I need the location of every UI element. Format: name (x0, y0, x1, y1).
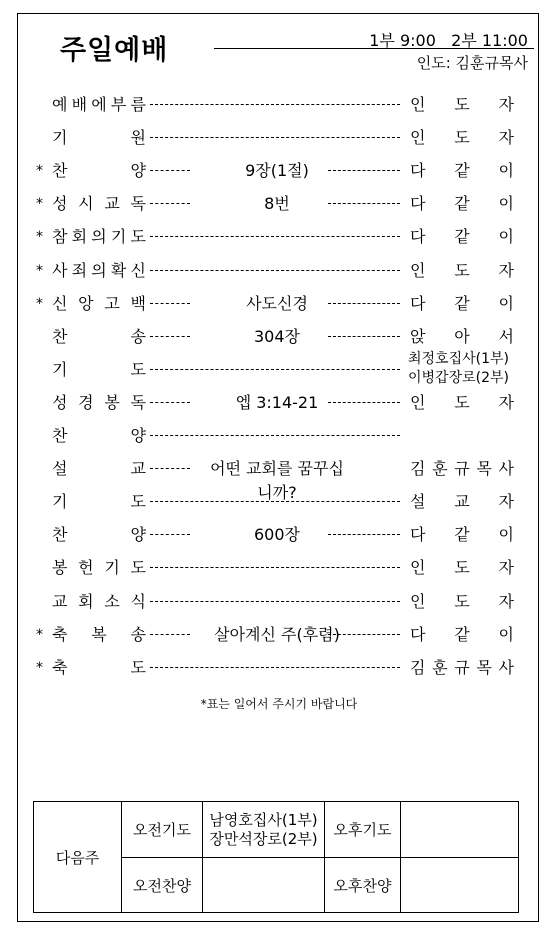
leader-dots (150, 104, 400, 105)
order-responsible: 다 같 이 (410, 294, 514, 313)
leader-dots (150, 236, 400, 237)
service-leader: 인도: 김훈규목사 (416, 54, 528, 72)
order-label: 찬 양 (52, 426, 146, 445)
order-responsible: 최정호집사(1부) 이병갑장로(2부) (408, 351, 509, 386)
order-row (0, 259, 558, 283)
order-label: 설 교 (52, 459, 146, 478)
order-row (0, 159, 558, 183)
leader-dots (150, 170, 190, 171)
order-detail: 600장 (254, 525, 300, 544)
order-label: 성 시 교 독 (52, 194, 146, 213)
leader-dots (150, 567, 400, 568)
order-responsible: 다 같 이 (410, 525, 514, 544)
standing-note: *표는 일어서 주시기 바랍니다 (200, 697, 358, 711)
order-responsible: 인 도 자 (410, 95, 514, 114)
standing-mark: * (36, 296, 43, 312)
standing-mark: * (36, 196, 43, 212)
order-row (0, 656, 558, 680)
order-label: 찬 양 (52, 161, 146, 180)
order-label: 참 회 의 기 도 (52, 227, 146, 246)
order-label: 축 도 (52, 658, 146, 677)
order-responsible: 다 같 이 (410, 625, 514, 644)
order-row (0, 126, 558, 150)
order-detail: 살아계신 주(후렴) (214, 625, 340, 644)
order-responsible: 인 도 자 (410, 558, 514, 577)
standing-mark: * (36, 660, 43, 676)
order-row (0, 590, 558, 614)
order-responsible: 인 도 자 (410, 393, 514, 412)
order-row (0, 623, 558, 647)
next-week-heading: 다음주 (34, 802, 122, 913)
evening-praise-label: 오후찬양 (325, 858, 401, 913)
leader-dots (328, 303, 400, 304)
order-label: 예 배 에 부 름 (52, 95, 146, 114)
leader-dots (328, 402, 400, 403)
leader-dots (328, 336, 400, 337)
morning-praise-value (203, 858, 325, 913)
order-responsible: 김 훈 규 목 사 (410, 459, 514, 478)
leader-dots (150, 137, 400, 138)
leader-dots (150, 501, 400, 502)
standing-mark: * (36, 627, 43, 643)
order-label: 기 도 (52, 492, 146, 511)
order-label: 기 도 (52, 360, 146, 379)
page-title: 주일예배 (60, 35, 169, 66)
order-label: 찬 양 (52, 525, 146, 544)
order-responsible: 앉 아 서 (410, 327, 514, 346)
next-week-table (33, 801, 519, 913)
order-responsible: 다 같 이 (410, 227, 514, 246)
leader-dots (150, 601, 400, 602)
order-label: 교 회 소 식 (52, 592, 146, 611)
order-label: 찬 송 (52, 327, 146, 346)
order-label: 봉 헌 기 도 (52, 558, 146, 577)
order-row (0, 225, 558, 249)
leader-dots (150, 534, 190, 535)
order-label: 기 원 (52, 128, 146, 147)
order-row (0, 325, 558, 349)
evening-praise-value (401, 858, 519, 913)
leader-dots (150, 303, 190, 304)
order-detail: 9장(1절) (245, 161, 309, 180)
order-row (0, 424, 558, 448)
standing-mark: * (36, 163, 43, 179)
order-row (0, 192, 558, 216)
leader-dots (328, 634, 400, 635)
standing-mark: * (36, 229, 43, 245)
order-row (0, 292, 558, 316)
morning-praise-label: 오전찬양 (122, 858, 203, 913)
order-responsible: 다 같 이 (410, 194, 514, 213)
order-row (0, 556, 558, 580)
leader-dots (150, 468, 190, 469)
leader-dots (150, 203, 190, 204)
standing-mark: * (36, 263, 43, 279)
order-label: 축 복 송 (52, 625, 146, 644)
order-detail: 어떤 교회를 꿈꾸십니까? (210, 459, 344, 502)
order-responsible: 인 도 자 (410, 128, 514, 147)
leader-dots (150, 369, 400, 370)
order-label: 신 앙 고 백 (52, 294, 146, 313)
leader-dots (150, 402, 190, 403)
evening-prayer-value (401, 802, 519, 858)
order-detail: 8번 (264, 194, 290, 213)
order-responsible: 김 훈 규 목 사 (410, 658, 514, 677)
leader-dots (328, 534, 400, 535)
order-detail: 엡 3:14-21 (235, 393, 319, 412)
order-label: 성 경 봉 독 (52, 393, 146, 412)
service-times: 1부 9:00 2부 11:00 (369, 31, 528, 50)
morning-prayer-label: 오전기도 (122, 802, 203, 858)
leader-dots (150, 336, 190, 337)
leader-dots (150, 270, 400, 271)
order-row (0, 391, 558, 415)
evening-prayer-label: 오후기도 (325, 802, 401, 858)
order-label: 사 죄 의 확 신 (52, 261, 146, 280)
leader-dots (150, 667, 400, 668)
order-detail: 사도신경 (246, 294, 308, 313)
order-detail: 304장 (254, 327, 300, 346)
order-responsible: 다 같 이 (410, 161, 514, 180)
order-row (0, 523, 558, 547)
order-row (0, 490, 558, 514)
leader-dots (150, 435, 400, 436)
order-row (0, 93, 558, 117)
leader-dots (328, 170, 400, 171)
order-row (0, 351, 558, 386)
order-responsible: 인 도 자 (410, 592, 514, 611)
order-responsible: 설 교 자 (410, 492, 514, 511)
leader-dots (328, 203, 400, 204)
leader-dots (150, 634, 190, 635)
order-responsible: 인 도 자 (410, 261, 514, 280)
morning-prayer-value: 남영호집사(1부) 장만석장로(2부) (203, 802, 325, 858)
